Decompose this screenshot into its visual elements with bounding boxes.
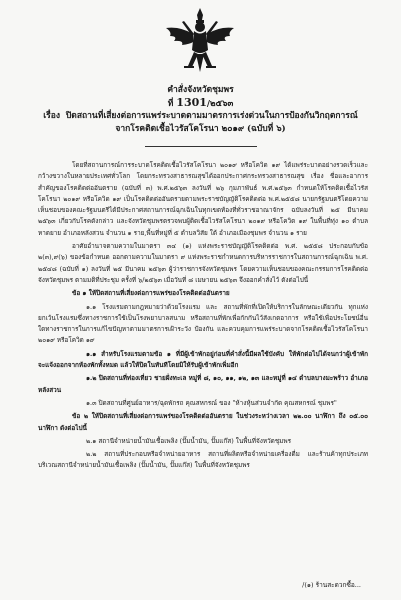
clause-1-1-note: ๑.๑ สำหรับโรงแรมตามข้อ ๑ ที่มีผู้เข้าพักอยู่ก่อนที่คำสั่งนี้มีผลใช้บังคับ ให้พักต่อไปได้จนกว่าผู้เข้าพักจะแจ้งออกจากห้องพักทั้งหมด แล้วให้ปิดในทันทีโดยมิให้รับผู้เข้าพักเพิ่มอีก bbox=[38, 349, 368, 370]
subject-label: เรื่อง bbox=[43, 111, 60, 121]
order-body bbox=[38, 160, 368, 474]
title-divider bbox=[145, 146, 257, 147]
order-number bbox=[0, 96, 401, 110]
clause-2-title: ข้อ ๒ ให้ปิดสถานที่เสี่ยงต่อการแพร่ของโรคติดต่ออันตราย ในช่วงระหว่างเวลา ๒๒.๐๐ นาฬิกา ถึง ๐๕.๐๐ นาฬิกา ดังต่อไปนี้ bbox=[38, 412, 368, 432]
clause-1-1: ๑.๑ โรงแรมตามกฎหมายว่าด้วยโรงแรม และ สถานที่พักที่เปิดให้บริการในลักษณะเดียวกัน ทุกแห่ง ยกเว้นโรงแรมซึ่งทางราชการใช้เป็นโรงพยาบาลสนาม หรือสถานที่พักเพื่อกักกันไว้สังเกตอาการ หรือใช้เพื่อประโยชน์อื่นใดทางราชการในการแก้ไขปัญหาตามมาตรการเฝ้าระวัง ป้องกัน และควบคุมการแพร่ระบาดจากโรคติดเชื้อไวรัสโคโรนา ๒๐๑๙ หรือโควิด ๑๙ bbox=[38, 302, 368, 345]
order-subject bbox=[0, 110, 401, 136]
subject-line-1: ปิดสถานที่เสี่ยงต่อการแพร่ระบาดตามมาตรการเร่งด่วนในการป้องกันวิกฤตการณ์ bbox=[65, 111, 358, 121]
continuation-reference: /(๑) ร้านสะดวกซื้อ... bbox=[302, 581, 361, 589]
clause-2-2: ๒.๒ สถานที่ประกอบหรือจำหน่ายอาหาร สถานที่ผลิตหรือจำหน่ายเครื่องดื่ม และร้านค้าทุกประเภท บริเวณสถานีจำหน่ายน้ำมันเชื้อเพลิง (ปั๊มน้ำมัน, ปั๊มแก๊ส) ในพื้นที่จังหวัดชุมพร bbox=[38, 450, 368, 470]
preamble-paragraph: โดยที่สถานการณ์การระบาดโรคติดเชื้อไวรัสโคโรนา ๒๐๑๙ หรือโควิด ๑๙ ได้แพร่ระบาดอย่างรวดเร็วและกว้างขวางในหลายประเทศทั่วโลก โดยกระทรวงสาธารณสุขได้ออกประกาศกระทรวงสาธารณสุข เรื่อง ชื่อและอาการสำคัญของโรคติดต่ออันตราย (ฉบับที่ ๓) พ.ศ.๒๕๖๓ ลงวันที่ ๒๖ กุมภาพันธ์ พ.ศ.๒๕๖๓ กำหนดให้โรคติดเชื้อไวรัสโคโรนา ๒๐๑๙ หรือโควิด ๑๙ เป็นโรคติดต่ออันตรายตามพระราชบัญญัติโรคติดต่อ พ.ศ.๒๕๕๘ นายกรัฐมนตรีโดยความเห็นชอบของคณะรัฐมนตรีได้มีประกาศสถานการณ์ฉุกเฉินในทุกเขตท้องที่ทั่วราชอาณาจักร ฉบับลงวันที่ ๒๕ มีนาคม ๒๕๖๓ เกี่ยวกับโรคดังกล่าว และจังหวัดชุมพรตรวจพบผู้ติดเชื้อไวรัสโคโรนา ๒๐๑๙ หรือโควิด ๑๙ ในพื้นที่ทุ่ง ๑๐ ตำบลหาดยาย อำเภอหลังสวน จำนวน ๑ ราย,พื้นที่หมู่ที่ ๕ ตำบลวิสัย ใต้ อำเภอเมืองชุมพร จำนวน ๑ ราย bbox=[38, 161, 368, 237]
order-number-value: 1301 bbox=[176, 96, 207, 109]
clause-1-title: ข้อ ๑ ให้ปิดสถานที่เสี่ยงต่อการแพร่ของโรคติดต่ออันตราย bbox=[72, 289, 230, 298]
order-number-prefix: ที่ bbox=[167, 99, 174, 109]
authority-paragraph: อาศัยอำนาจตามความในมาตรา ๓๔ (๑) แห่งพระราชบัญญัติโรคติดต่อ พ.ศ. ๒๕๕๘ ประกอบกับข้อ ๒(๓),๙(๖) ของข้อกำหนด ออกตามความในมาตรา ๙ แห่งพระราชกำหนดการบริหารราชการในสถานการณ์ฉุกเฉิน พ.ศ. ๒๕๔๘ (ฉบับที่ ๑) ลงวันที่ ๒๕ มีนาคม ๒๕๖๓ ผู้ว่าราชการจังหวัดชุมพร โดยความเห็นชอบของคณะกรรมการโรคติดต่อจังหวัดชุมพร ตามมติที่ประชุม ครั้งที่ ๖/๒๕๖๓ เมื่อวันที่ ๘ เมษายน ๒๕๖๓ จึงออกคำสั่งไว้ ดังต่อไปนี้ bbox=[38, 242, 368, 284]
subject-line-2: จากโรคติดเชื้อไวรัสโคโรนา ๒๐๑๙ (ฉบับที่ ๖) bbox=[115, 124, 286, 134]
clause-2-1: ๒.๑ สถานีจำหน่ายน้ำมันเชื้อเพลิง (ปั๊มน้ำมัน, ปั๊มแก๊ส) ในพื้นที่จังหวัดชุมพร bbox=[86, 436, 292, 445]
garuda-emblem-icon bbox=[162, 6, 238, 76]
order-number-suffix: /๒๕๖๓ bbox=[206, 99, 234, 109]
issuing-office: คำสั่งจังหวัดชุมพร bbox=[167, 85, 234, 95]
clause-1-2: ๑.๒ ปิดสถานที่ท่องเที่ยว ชายฝั่งทะเล หมู่ที่ ๘, ๑๐, ๑๑, ๑๒, ๑๓ และหมู่ที่ ๑๔ ตำบลบางมะพร้าว อำเภอหลังสวน bbox=[38, 374, 368, 394]
clause-1-3: ๑.๓ ปิดสถานที่ศูนย์อาหาร/ฉุดพักรถ คุณสหกรณ์ ของ "ห้างหุ้นส่วนจำกัด คุณสหกรณ์ ชุมพร" bbox=[86, 398, 337, 407]
